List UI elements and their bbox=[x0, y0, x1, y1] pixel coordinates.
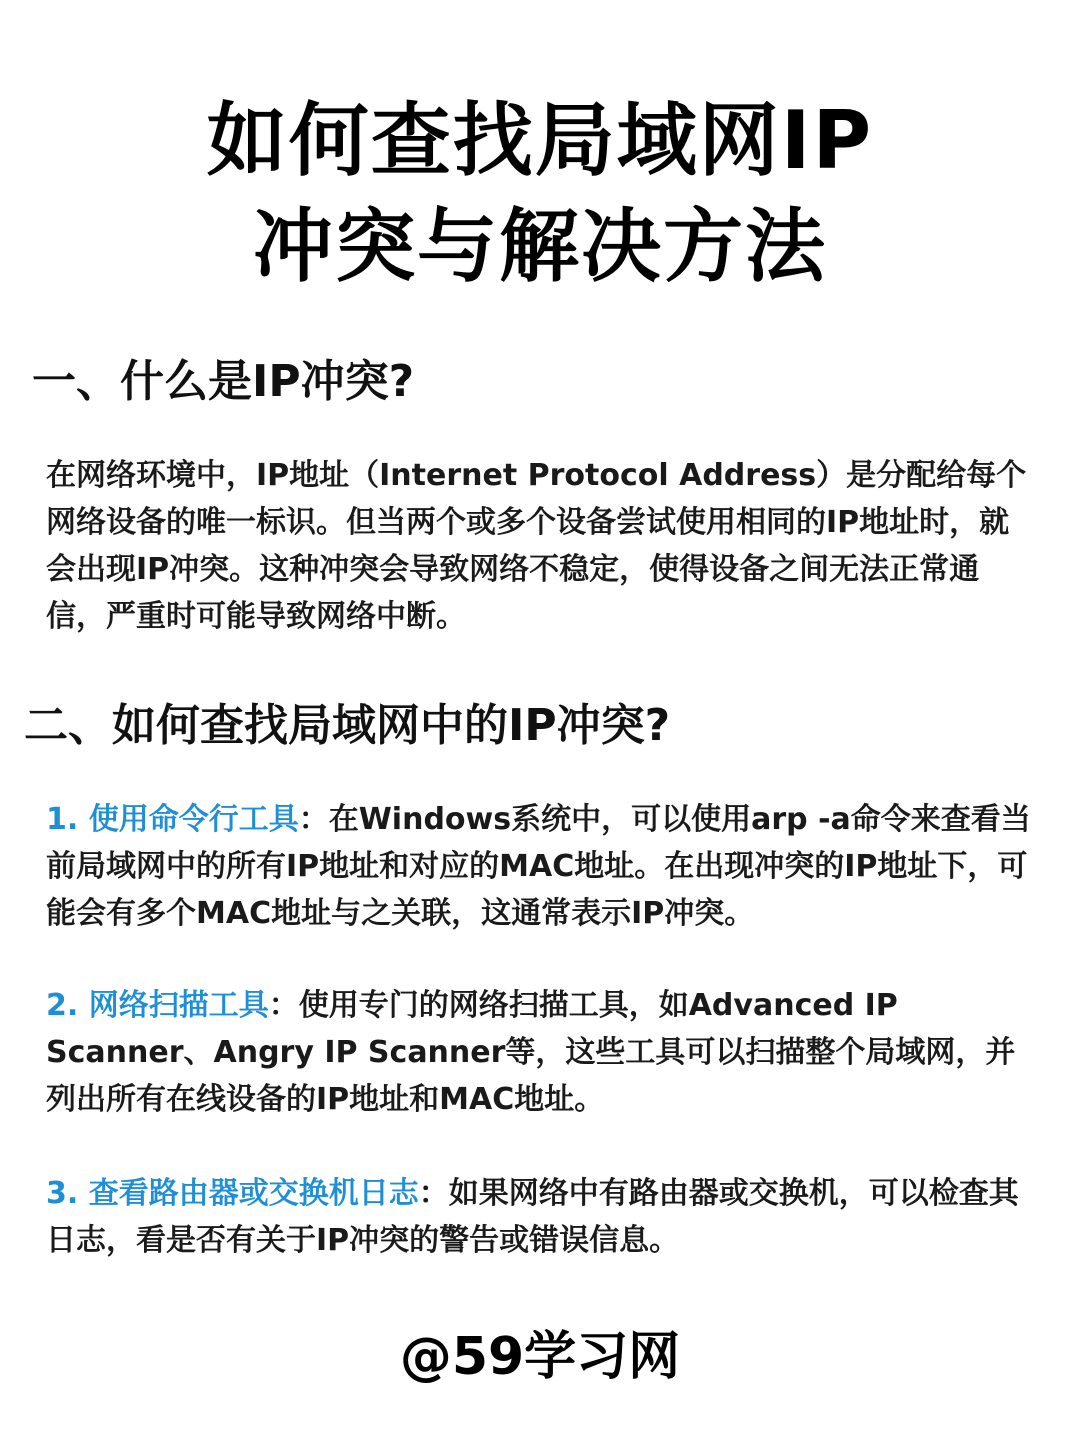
list-item-command-line bbox=[46, 796, 1036, 937]
section-1-paragraph: 在网络环境中，IP地址（Internet Protocol Address）是分配给每个网络设备的唯一标识。但当两个或多个设备尝试使用相同的IP地址时，就会出现IP冲突。这种冲突会导致网络不稳定，使得设备之间无法正常通信，严重时可能导致网络中断。 bbox=[46, 458, 1027, 634]
page-title bbox=[0, 88, 1080, 300]
list-item-text: ：使用专门的网络扫描工具，如Advanced IP Scanner、Angry IP Scanner等，这些工具可以扫描整个局域网，并列出所有在线设备的IP地址和MAC地址。 bbox=[46, 988, 1016, 1117]
list-item-text: ：如果网络中有路由器或交换机，可以检查其日志，看是否有关于IP冲突的警告或错误信息。 bbox=[46, 1176, 1019, 1258]
section-2-heading: 二、如何查找局域网中的IP冲突? bbox=[24, 700, 671, 751]
section-1-heading: 一、什么是IP冲突? bbox=[32, 356, 415, 407]
page-title-line-1: 如何查找局域网IP bbox=[206, 94, 874, 187]
page-title-line-2: 冲突与解决方法 bbox=[253, 200, 827, 293]
list-item-label: 3. 查看路由器或交换机日志 bbox=[46, 1176, 419, 1211]
footer-watermark: @59学习网 bbox=[399, 1327, 681, 1387]
list-item-network-scan bbox=[46, 982, 1036, 1123]
list-item-text: ：在Windows系统中，可以使用arp -a命令来查看当前局域网中的所有IP地址和对应的MAC地址。在出现冲突的IP地址下，可能会有多个MAC地址与之关联，这通常表示IP冲突。 bbox=[46, 802, 1031, 931]
list-item-router-log bbox=[46, 1170, 1036, 1264]
list-item-label: 2. 网络扫描工具 bbox=[46, 988, 269, 1023]
list-item-label: 1. 使用命令行工具 bbox=[46, 802, 299, 837]
